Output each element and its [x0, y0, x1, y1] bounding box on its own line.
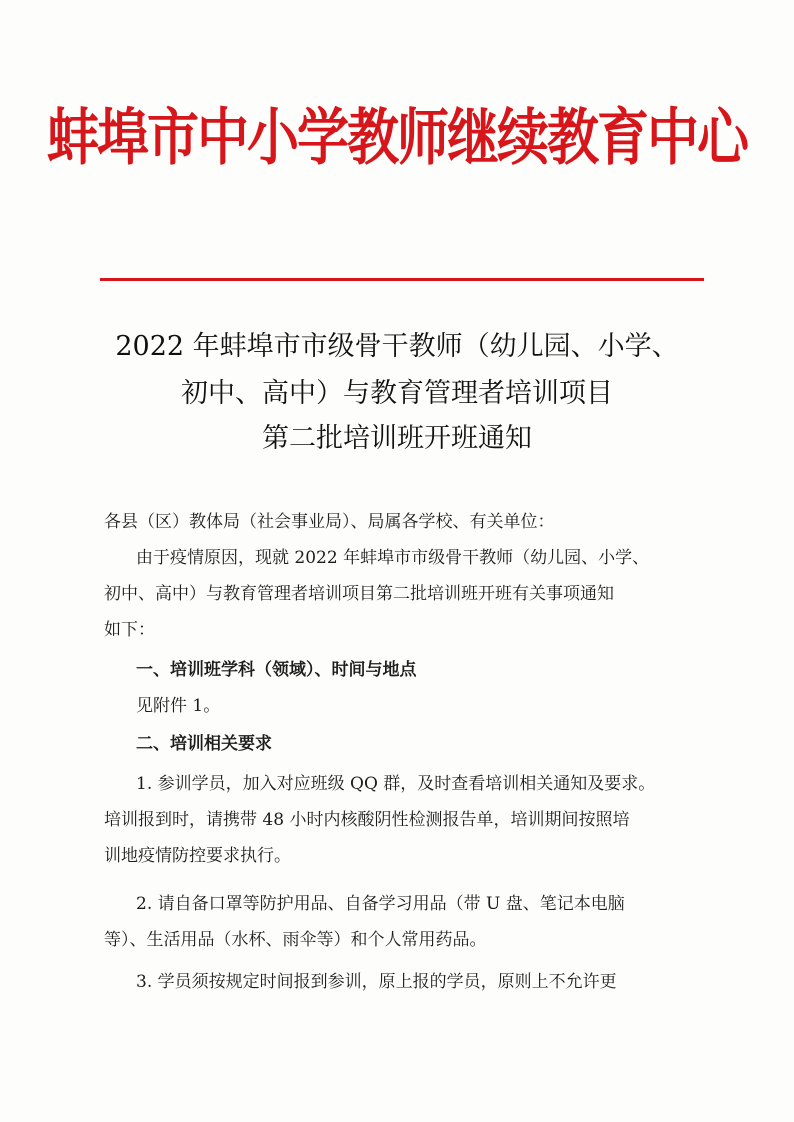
item-1-line-3: 训地疫情防控要求执行。 [104, 846, 291, 866]
item-1-line-1: 1. 参训学员，加入对应班级 QQ 群，及时查看培训相关通知及要求。 [136, 774, 656, 794]
notice-title-line-2: 初中、高中）与教育管理者培训项目 [181, 378, 613, 409]
notice-title-line-3: 第二批培训班开班通知 [262, 423, 532, 454]
letterhead-red-rule [100, 278, 704, 281]
intro-line-3: 如下： [104, 620, 155, 640]
notice-title-line-1: 2022 年蚌埠市市级骨干教师（幼儿园、小学、 [115, 331, 679, 362]
organization-letterhead: 蚌埠市中小学教师继续教育中心 [46, 103, 747, 175]
item-1-line-2: 培训报到时，请携带 48 小时内核酸阴性检测报告单，培训期间按照培 [104, 810, 630, 830]
item-2-line-2: 等）、生活用品（水杯、雨伞等）和个人常用药品。 [104, 930, 487, 950]
item-3-line-1: 3. 学员须按规定时间报到参训，原上报的学员，原则上不允许更 [136, 972, 617, 992]
item-2-line-1: 2. 请自备口罩等防护用品、自备学习用品（带 U 盘、笔记本电脑 [136, 894, 625, 914]
intro-line-2: 初中、高中）与教育管理者培训项目第二批培训班开班有关事项通知 [104, 584, 614, 604]
addressee-line: 各县（区）教体局（社会事业局）、局属各学校、有关单位： [104, 512, 555, 532]
section-1-heading: 一、培训班学科（领域）、时间与地点 [136, 660, 417, 680]
intro-line-1: 由于疫情原因，现就 2022 年蚌埠市市级骨干教师（幼儿园、小学、 [136, 548, 650, 568]
section-1-body: 见附件 1。 [136, 696, 221, 716]
section-2-heading: 二、培训相关要求 [136, 734, 272, 754]
